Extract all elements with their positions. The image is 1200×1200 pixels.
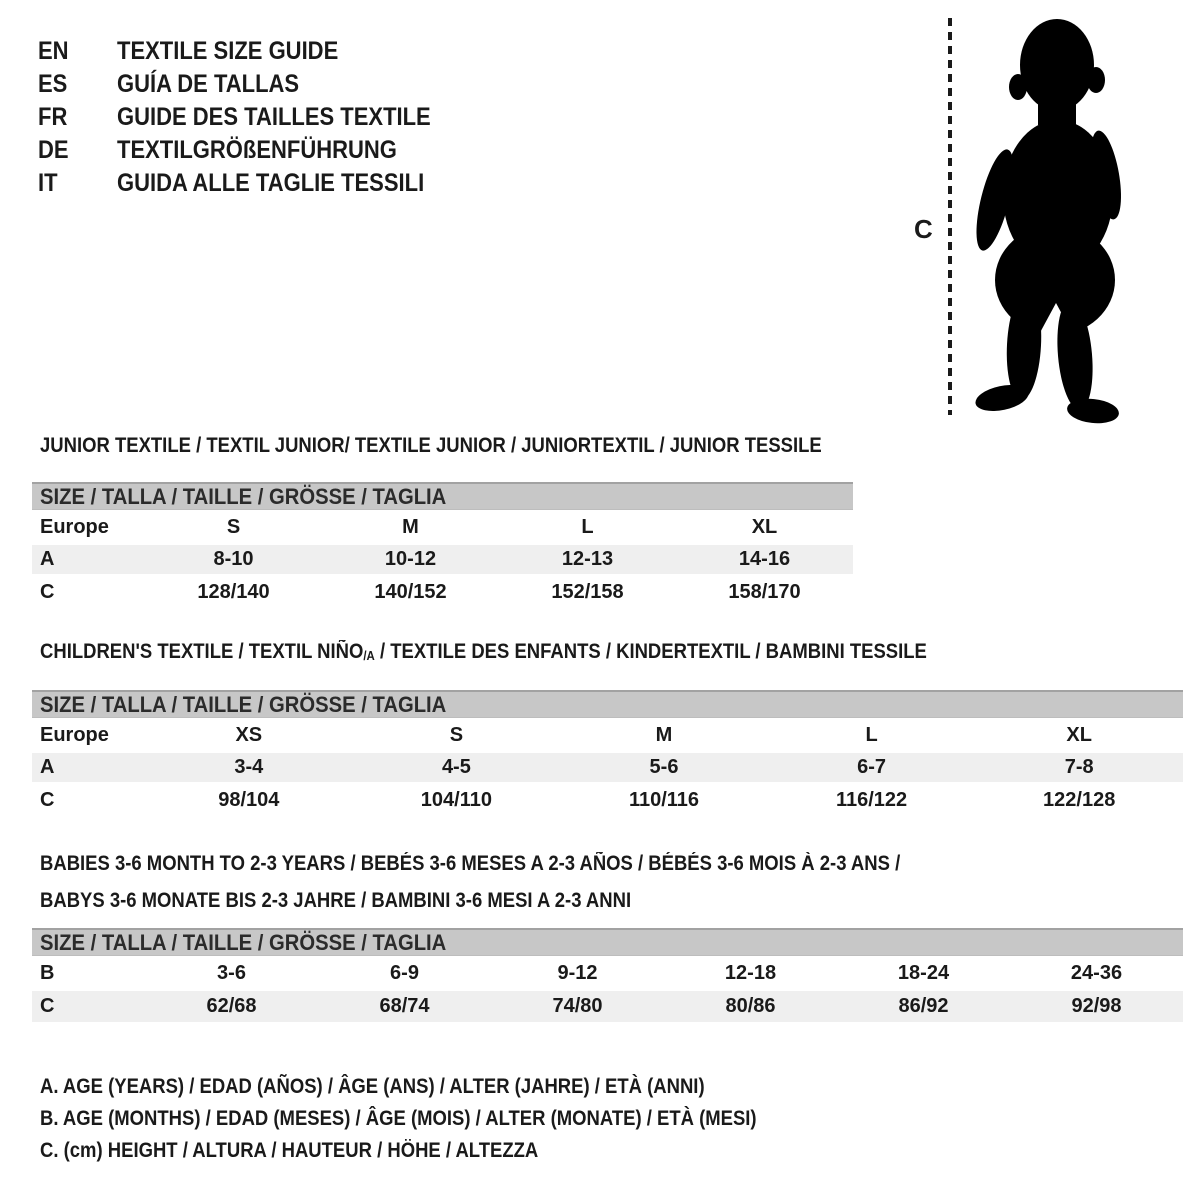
row-label: B [40, 962, 55, 984]
babies-size-table [32, 928, 1183, 1022]
table-cell: XL [751, 516, 778, 538]
table-cell: 10-12 [384, 548, 437, 570]
children-heading [40, 639, 1048, 669]
language-row [38, 167, 474, 200]
table-cell: 98/104 [218, 788, 280, 811]
language-code: EN [38, 37, 69, 65]
table-cell: 8-10 [213, 548, 254, 570]
table-cell: S [449, 724, 464, 746]
table-cell: 116/122 [835, 788, 908, 811]
babies-heading-line1: BABIES 3-6 MONTH TO 2-3 YEARS / BEBÉS 3-6 MESES A 2-3 AÑOS / BÉBÉS 3-6 MOIS À 2-3 ANS / [40, 852, 901, 875]
table-cell: M [402, 516, 419, 538]
table-row [32, 956, 1183, 991]
language-row [38, 134, 474, 167]
language-row [38, 101, 474, 134]
junior-heading: JUNIOR TEXTILE / TEXTIL JUNIOR/ TEXTILE JUNIOR / JUNIORTEXTIL / JUNIOR TESSILE [40, 434, 822, 457]
row-label: A [40, 756, 55, 778]
table-row [32, 718, 1183, 753]
table-row [32, 991, 1183, 1022]
language-title: GUÍA DE TALLAS [117, 70, 300, 98]
note-age-years: A. AGE (YEARS) / EDAD (AÑOS) / ÂGE (ANS) / ALTER (JAHRE) / ETÀ (ANNI) [40, 1075, 705, 1098]
language-list [38, 35, 474, 200]
junior-size-table [32, 482, 853, 610]
note-height-cm: C. (cm) HEIGHT / ALTURA / HAUTEUR / HÖHE / ALTEZZA [40, 1139, 539, 1162]
toddler-silhouette-icon [969, 19, 1127, 425]
language-code: FR [38, 103, 68, 131]
language-title: TEXTILE SIZE GUIDE [117, 37, 339, 65]
row-label: C [40, 995, 55, 1017]
language-code: ES [38, 70, 68, 98]
language-title: GUIDA ALLE TAGLIE TESSILI [117, 169, 425, 197]
row-label: Europe [40, 516, 109, 538]
language-code: IT [38, 169, 58, 197]
table-cell: 152/158 [551, 580, 624, 603]
table-cell: 3-6 [217, 962, 246, 984]
table-cell: 5-6 [649, 756, 679, 778]
size-header-label: SIZE / TALLA / TAILLE / GRÖSSE / TAGLIA [40, 929, 447, 955]
table-cell: XS [235, 724, 263, 746]
table-cell: 3-4 [234, 756, 264, 778]
language-row [38, 68, 474, 101]
children-size-header [32, 690, 1183, 718]
toddler-figure [935, 15, 1145, 425]
language-title: GUIDE DES TAILLES TEXTILE [117, 103, 431, 131]
table-cell: 158/170 [728, 580, 801, 603]
table-cell: 86/92 [898, 995, 949, 1017]
table-cell: S [226, 516, 241, 538]
table-cell: 110/116 [628, 788, 700, 811]
row-label: Europe [40, 724, 109, 746]
table-cell: 6-9 [390, 962, 419, 984]
table-cell: 14-16 [738, 548, 791, 570]
children-size-table [32, 690, 1183, 818]
table-cell: 80/86 [725, 995, 776, 1017]
table-cell: 128/140 [197, 580, 270, 603]
table-cell: 18-24 [897, 962, 950, 984]
table-cell: 7-8 [1064, 756, 1094, 778]
table-cell: L [581, 516, 594, 538]
table-cell: 12-13 [561, 548, 614, 570]
table-cell: 140/152 [374, 580, 447, 603]
table-row [32, 753, 1183, 782]
table-row [32, 510, 853, 545]
footnotes [40, 1071, 854, 1167]
row-label: A [40, 548, 55, 570]
table-row [32, 574, 853, 610]
table-cell: M [655, 724, 673, 746]
row-label: C [40, 580, 55, 603]
size-header-label: SIZE / TALLA / TAILLE / GRÖSSE / TAGLIA [40, 483, 447, 509]
language-row [38, 35, 474, 68]
row-label: C [40, 788, 55, 811]
junior-size-header [32, 482, 853, 510]
table-cell: 122/128 [1043, 788, 1116, 811]
note-age-months: B. AGE (MONTHS) / EDAD (MESES) / ÂGE (MOIS) / ALTER (MONATE) / ETÀ (MESI) [40, 1107, 757, 1130]
children-heading-suffix: / TEXTILE DES ENFANTS / KINDERTEXTIL / BAMBINI TESSILE [374, 640, 927, 663]
table-row [32, 782, 1183, 818]
table-cell: 62/68 [206, 995, 257, 1017]
babies-size-header [32, 928, 1183, 956]
size-header-label: SIZE / TALLA / TAILLE / GRÖSSE / TAGLIA [40, 691, 447, 717]
children-heading-subscript: /A [363, 648, 375, 663]
table-cell: 92/98 [1071, 995, 1122, 1017]
table-cell: 74/80 [552, 995, 603, 1017]
table-cell: 68/74 [379, 995, 430, 1017]
table-cell: 104/110 [420, 788, 492, 811]
table-cell: 6-7 [857, 756, 887, 778]
table-cell: 4-5 [441, 756, 471, 778]
table-cell: XL [1066, 724, 1092, 746]
table-cell: 9-12 [557, 962, 598, 984]
table-row [32, 545, 853, 574]
babies-heading-line2: BABYS 3-6 MONATE BIS 2-3 JAHRE / BAMBINI 3-6 MESI A 2-3 ANNI [40, 889, 632, 912]
babies-heading [40, 845, 1018, 919]
table-cell: 24-36 [1070, 962, 1123, 984]
table-cell: L [865, 724, 878, 746]
language-code: DE [38, 136, 69, 164]
table-cell: 12-18 [724, 962, 777, 984]
children-heading-prefix: CHILDREN'S TEXTILE / TEXTIL NIÑO [40, 640, 364, 663]
height-measure-label: C [914, 214, 933, 244]
language-title: TEXTILGRÖßENFÜHRUNG [117, 136, 397, 164]
